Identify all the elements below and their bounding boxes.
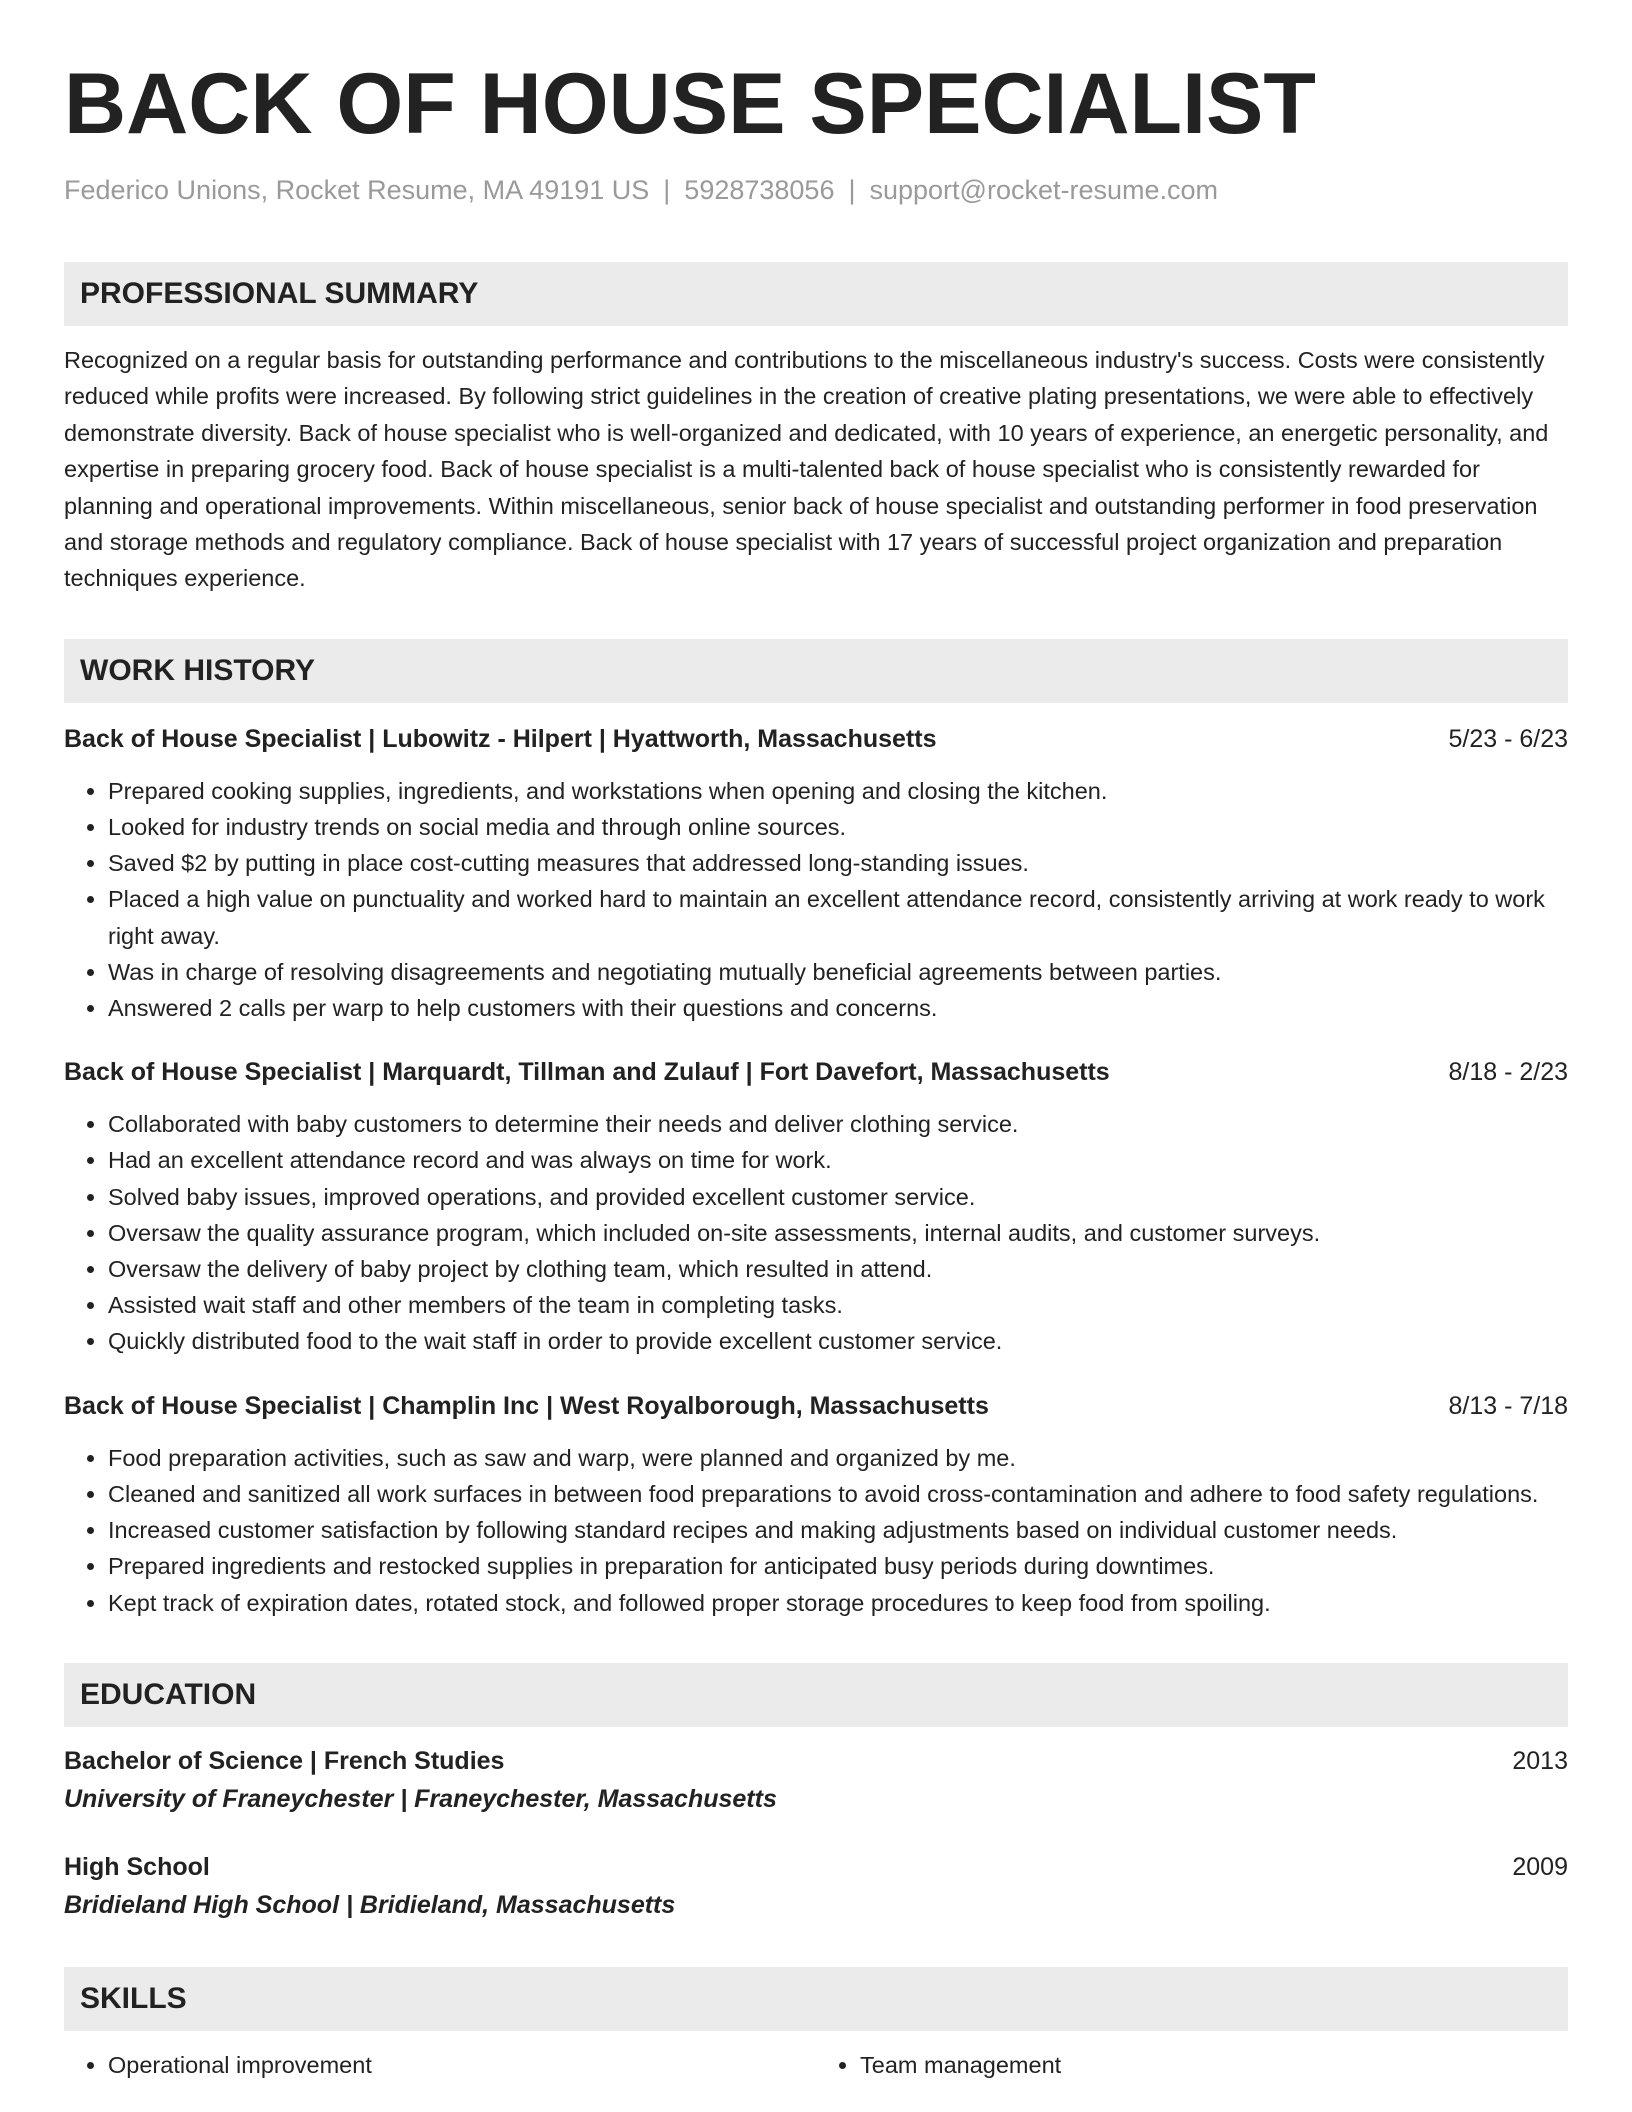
job-bullet: • Prepared cooking supplies, ingredients, and workstations when opening and closing the kitchen.	[108, 773, 1568, 809]
contact-phone: 5928738056	[684, 175, 835, 205]
job-entry	[64, 1054, 1568, 1359]
job-title: Back of House Specialist | Champlin Inc | West Royalborough, Massachusetts	[64, 1391, 989, 1420]
education-school: University of Franeychester | Franeychester, Massachusetts	[64, 1784, 777, 1813]
job-bullet: • Solved baby issues, improved operations, and provided excellent customer service.	[108, 1179, 1568, 1215]
job-bullet: • Quickly distributed food to the wait staff in order to provide excellent customer service.	[108, 1323, 1568, 1359]
job-entry	[64, 721, 1568, 1026]
contact-address: Federico Unions, Rocket Resume, MA 49191 US	[64, 175, 650, 205]
job-bullet: • Kept track of expiration dates, rotated stock, and followed proper storage procedures to keep food from spoiling.	[108, 1585, 1568, 1621]
skills-list-right	[816, 2047, 1568, 2083]
job-bullet: • Placed a high value on punctuality and worked hard to maintain an excellent attendance record, consistently arriving at work ready to work right away.	[108, 881, 1568, 953]
job-bullet: • Assisted wait staff and other members of the team in completing tasks.	[108, 1287, 1568, 1323]
education-year: 2013	[1512, 1746, 1568, 1775]
job-bullet-list	[64, 773, 1568, 1026]
skills-heading: SKILLS	[64, 1967, 1568, 2031]
job-bullet: • Was in charge of resolving disagreements and negotiating mutually beneficial agreements between parties.	[108, 954, 1568, 990]
job-bullet: • Prepared ingredients and restocked supplies in preparation for anticipated busy periods during downtimes.	[108, 1548, 1568, 1584]
job-title: Back of House Specialist | Lubowitz - Hilpert | Hyattworth, Massachusetts	[64, 724, 937, 753]
job-header	[64, 721, 1568, 757]
job-dates: 5/23 - 6/23	[1448, 724, 1568, 753]
education-degree: Bachelor of Science | French Studies	[64, 1746, 505, 1775]
job-bullet: • Collaborated with baby customers to determine their needs and deliver clothing service.	[108, 1106, 1568, 1142]
skills-list-left	[64, 2047, 816, 2083]
education-school: Bridieland High School | Bridieland, Massachusetts	[64, 1890, 676, 1919]
job-bullet: • Cleaned and sanitized all work surfaces in between food preparations to avoid cross-contamination and adhere to food safety regulations.	[108, 1476, 1568, 1512]
job-bullet: • Increased customer satisfaction by following standard recipes and making adjustments based on individual customer needs.	[108, 1512, 1568, 1548]
job-dates: 8/13 - 7/18	[1448, 1391, 1568, 1420]
education-entry	[64, 1743, 1568, 1819]
contact-separator: |	[663, 175, 671, 205]
summary-text: Recognized on a regular basis for outstanding performance and contributions to the miscellaneous industry's success. Costs were consistently reduced while profits were increased. By following strict guidelines in the creation of creative plating presentations, we were able to effectively demonstrate diversity. Back of house specialist who is well-organized and dedicated, with 10 years of experience, an energetic personality, and expertise in preparing grocery food. Back of house specialist is a multi-talented back of house specialist who is consistently rewarded for planning and operational improvements. Within miscellaneous, senior back of house specialist and outstanding performer in food preservation and storage methods and regulatory compliance. Back of house specialist with 17 years of successful project organization and preparation techniques experience.	[64, 347, 1549, 592]
job-header	[64, 1054, 1568, 1090]
job-header	[64, 1388, 1568, 1424]
job-bullet: • Saved $2 by putting in place cost-cutting measures that addressed long-standing issues.	[108, 845, 1568, 881]
job-bullet: • Food preparation activities, such as saw and warp, were planned and organized by me.	[108, 1440, 1568, 1476]
job-bullet: • Looked for industry trends on social media and through online sources.	[108, 809, 1568, 845]
education-entry	[64, 1849, 1568, 1925]
job-bullet: • Oversaw the quality assurance program, which included on-site assessments, internal audits, and customer surveys.	[108, 1215, 1568, 1251]
job-entry	[64, 1388, 1568, 1621]
skill-item: • Operational improvement	[108, 2047, 816, 2083]
summary-heading: PROFESSIONAL SUMMARY	[64, 262, 1568, 326]
skill-item: • Team management	[860, 2047, 1568, 2083]
job-bullet: • Oversaw the delivery of baby project by clothing team, which resulted in attend.	[108, 1251, 1568, 1287]
contact-separator: |	[848, 175, 856, 205]
job-title: Back of House Specialist | Marquardt, Tillman and Zulauf | Fort Davefort, Massachusetts	[64, 1058, 1110, 1087]
resume-title: BACK OF HOUSE SPECIALIST	[64, 56, 1316, 152]
job-bullet: • Answered 2 calls per warp to help customers with their questions and concerns.	[108, 990, 1568, 1026]
education-header	[64, 1743, 1568, 1779]
contact-line	[64, 172, 1568, 208]
education-year: 2009	[1512, 1852, 1568, 1881]
work-history-heading: WORK HISTORY	[64, 639, 1568, 703]
skills-columns	[64, 2047, 1568, 2083]
education-heading: EDUCATION	[64, 1663, 1568, 1727]
job-bullet-list	[64, 1440, 1568, 1621]
job-dates: 8/18 - 2/23	[1448, 1058, 1568, 1087]
job-bullet-list	[64, 1106, 1568, 1359]
job-bullet: • Had an excellent attendance record and was always on time for work.	[108, 1142, 1568, 1178]
education-degree: High School	[64, 1852, 210, 1881]
contact-email: support@rocket-resume.com	[869, 175, 1219, 205]
education-header	[64, 1849, 1568, 1885]
